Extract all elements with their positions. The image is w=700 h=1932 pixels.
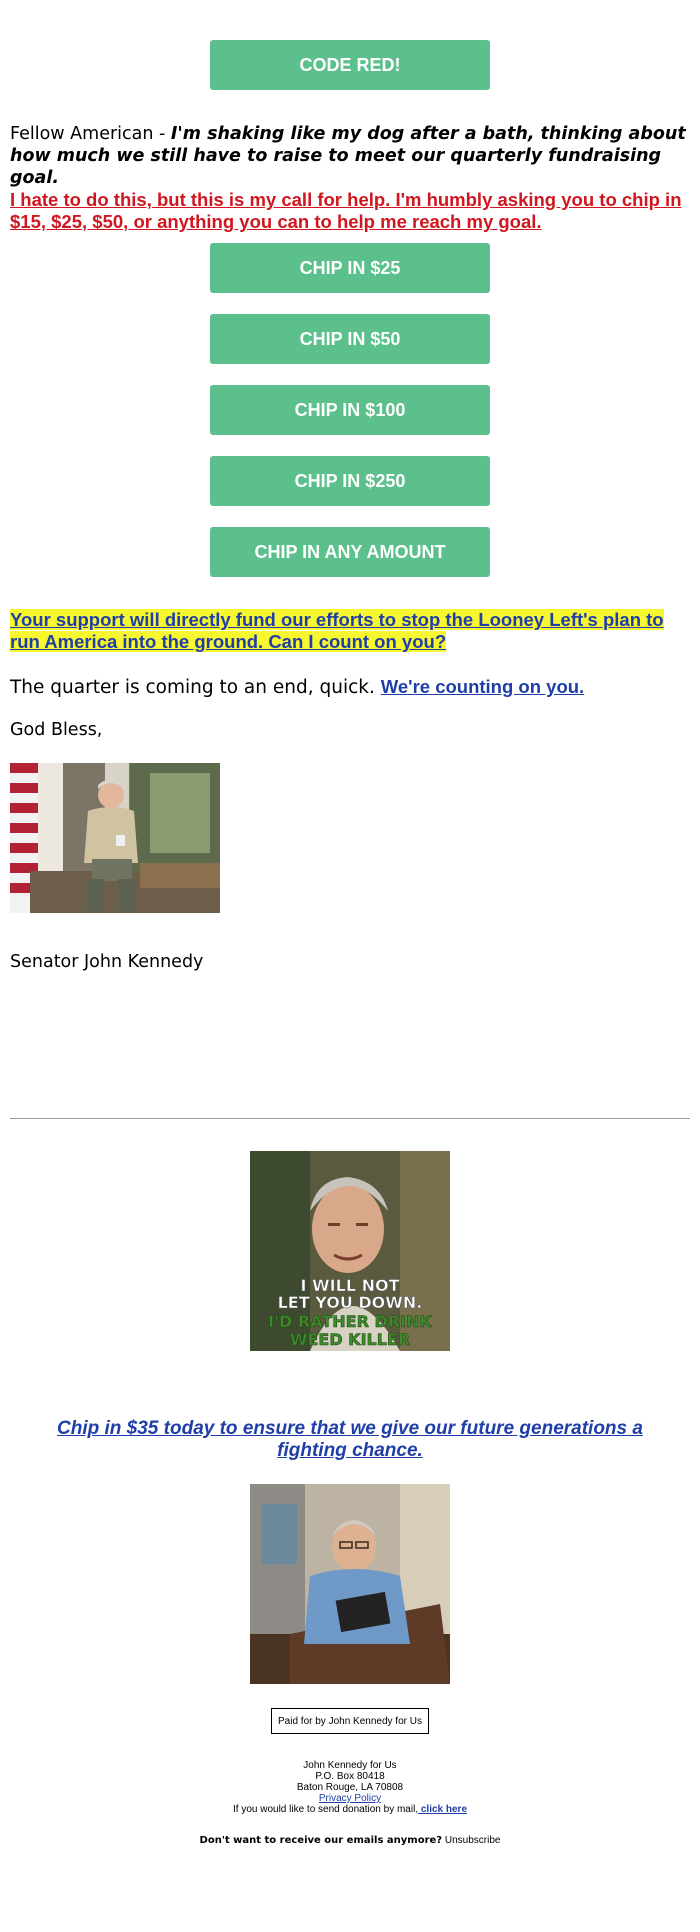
address-block — [0, 1760, 700, 1815]
chip-in-100-button[interactable]: CHIP IN $100 — [210, 385, 490, 435]
support-paragraph — [10, 609, 690, 653]
chip-in-any-amount-button[interactable]: CHIP IN ANY AMOUNT — [210, 527, 490, 577]
unsubscribe-link[interactable]: Unsubscribe — [442, 1835, 501, 1846]
meme-line-3: I'D RATHER DRINK — [268, 1312, 432, 1331]
quarter-text: The quarter is coming to an end, quick. — [10, 677, 381, 698]
intro-paragraph — [10, 123, 690, 189]
org-name: John Kennedy for Us — [303, 1760, 397, 1771]
mail-donation-text: If you would like to send donation by mail, — [232, 1804, 419, 1815]
privacy-policy-link[interactable]: Privacy Policy — [318, 1793, 382, 1804]
meme-line-1: I WILL NOT — [300, 1276, 400, 1295]
chip-in-250-button[interactable]: CHIP IN $250 — [210, 456, 490, 506]
closing-text: God Bless, — [10, 720, 103, 740]
unsubscribe-question: Don't want to receive our emails anymore? — [199, 1835, 443, 1846]
footer-divider — [10, 1118, 690, 1119]
intro-greeting: Fellow American - — [10, 124, 171, 144]
chip-in-25-button[interactable]: CHIP IN $25 — [210, 243, 490, 293]
code-red-button[interactable]: CODE RED! — [210, 40, 490, 90]
unsubscribe-line — [0, 1835, 700, 1846]
chip-in-50-button[interactable]: CHIP IN $50 — [210, 314, 490, 364]
appeal-link[interactable]: I hate to do this, but this is my call for help. I'm humbly asking you to chip in $15, $25, $50, or anything you can to help me reach my goal. — [10, 189, 682, 232]
chip-in-35-link[interactable]: Chip in $35 today to ensure that we give our future generations a fighting chance. — [57, 1418, 643, 1461]
support-link[interactable]: Your support will directly fund our efforts to stop the Looney Left's plan to run America into the ground. Can I count on you? — [10, 609, 664, 652]
senator-desk-photo — [250, 1484, 450, 1684]
city-state-zip: Baton Rouge, LA 70808 — [296, 1782, 404, 1793]
po-box: P.O. Box 80418 — [315, 1771, 385, 1782]
senator-porch-photo — [10, 763, 220, 913]
meme-line-2: LET YOU DOWN. — [277, 1293, 423, 1312]
meme-image — [250, 1151, 450, 1351]
meme-line-4: WEED KILLER — [289, 1330, 411, 1349]
signature-text: Senator John Kennedy — [10, 952, 204, 972]
counting-on-you-link[interactable]: We're counting on you. — [380, 676, 585, 697]
mail-click-here-link[interactable]: click here — [418, 1804, 468, 1815]
paid-for-disclaimer: Paid for by John Kennedy for Us — [271, 1708, 429, 1734]
intro-italic-text: I'm shaking like my dog after a bath, thinking about how much we still have to raise to meet our quarterly fundraising goal. — [10, 124, 686, 188]
quarter-paragraph — [10, 676, 690, 699]
